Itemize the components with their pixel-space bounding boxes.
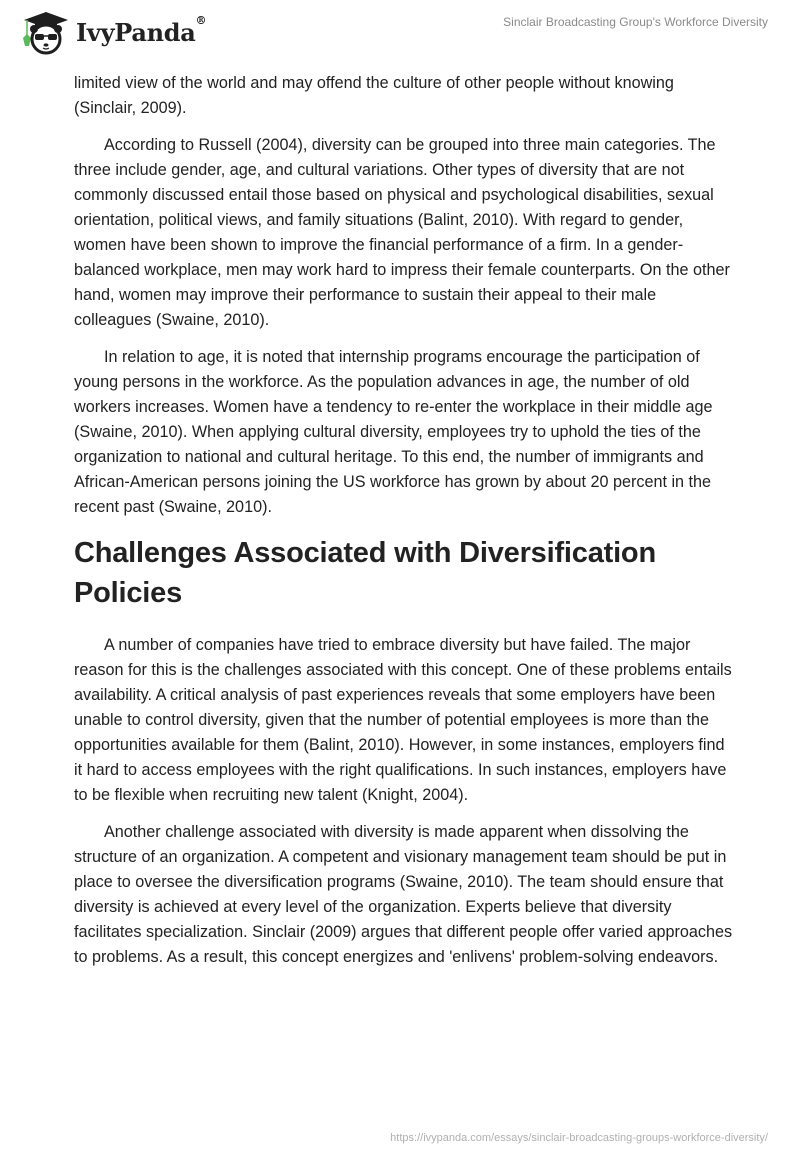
- logo-text: IvyPanda®: [76, 13, 207, 47]
- paragraph-availability-challenge: A number of companies have tried to embrace diversity but have failed. The major reason for this is the challenges associated with this concept. One of these problems entails availability. A critical analysis of past experiences reveals that some employers have been unable to control diversity, given that the number of potential employees is more than the opportunities available for them (Balint, 2010). However, in some instances, employers find it hard to access employees with the right qualifications. In such instances, employers have to be flexible when recruiting new talent (Knight, 2004).: [74, 636, 732, 804]
- essay-body: [74, 71, 734, 982]
- paragraph-continuation: limited view of the world and may offend the culture of other people without knowing (Sinclair, 2009).: [74, 74, 674, 117]
- paragraph-structure-challenge: Another challenge associated with diversity is made apparent when dissolving the structure of an organization. A competent and visionary management team should be put in place to oversee the diversification programs (Swaine, 2010). The team should ensure that diversity is achieved at every level of the organization. Experts believe that diversity facilitates specialization. Sinclair (2009) argues that different people offer varied approaches to problems. As a result, this concept energizes and 'enlivens' problem-solving endeavors.: [74, 823, 733, 966]
- page-header: [0, 0, 800, 62]
- footer-url[interactable]: https://ivypanda.com/essays/sinclair-broadcasting-groups-workforce-diversity/: [390, 1132, 768, 1144]
- document-title: Sinclair Broadcasting Group's Workforce Diversity: [503, 15, 768, 29]
- paragraph-age-diversity: In relation to age, it is noted that internship programs encourage the participation of young persons in the workforce. As the population advances in age, the number of old workers increases. Women have a tendency to re-enter the workplace in their middle age (Swaine, 2010). When applying cultural diversity, employees try to uphold the ties of the organization to national and cultural heritage. To this end, the number of immigrants and African-American persons joining the US workforce has grown by about 20 percent in the recent past (Swaine, 2010).: [74, 348, 713, 516]
- ivypanda-logo[interactable]: [18, 8, 206, 56]
- paragraph-diversity-categories: According to Russell (2004), diversity can be grouped into three main categories. The three include gender, age, and cultural variations. Other types of diversity that are not commonly discussed entail those based on physical and psychological disabilities, sexual orientation, political views, and family situations (Balint, 2010). With regard to gender, women have been shown to improve the financial performance of a firm. In a gender-balanced workplace, men may work hard to impress their female counterparts. On the other hand, women may improve their performance to sustain their appeal to their male colleagues (Swaine, 2010).: [74, 136, 730, 329]
- section-heading: Challenges Associated with Diversification Policies: [74, 537, 656, 609]
- panda-graduate-icon: [18, 8, 70, 56]
